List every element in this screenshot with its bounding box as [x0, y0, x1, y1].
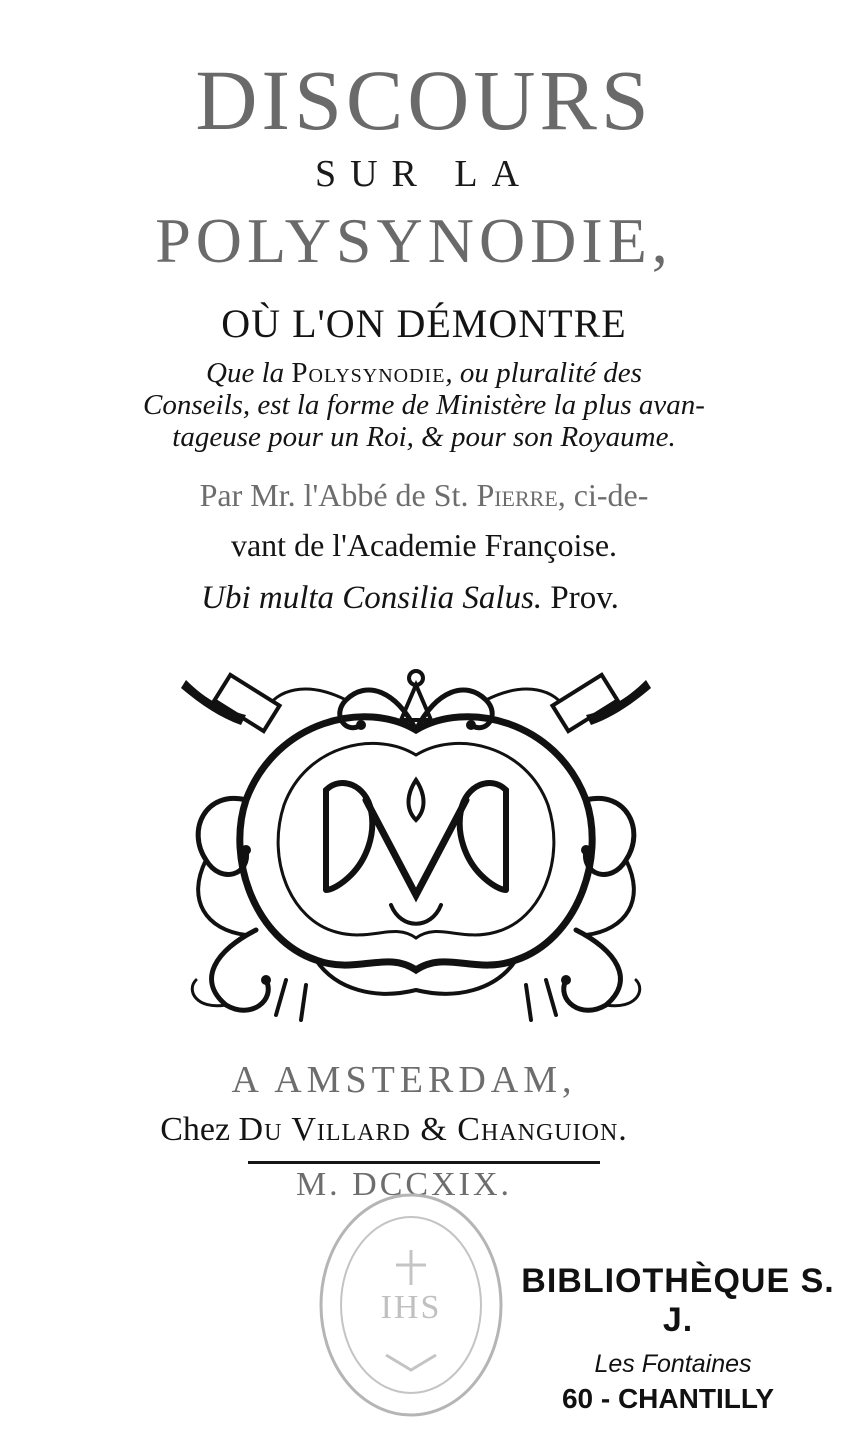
motto-source: Prov. [542, 580, 619, 616]
subtitle-part-3: , ou pluralité des [445, 357, 642, 389]
author-block [0, 470, 856, 570]
motto-text: Ubi multa Consilia Salus. [201, 580, 543, 616]
subtitle-part-1: Que la [206, 357, 292, 389]
imprint-printer [0, 1111, 826, 1149]
library-stamp-place: Les Fontaines [594, 1350, 752, 1378]
printers-device-ornament-icon [166, 660, 666, 1030]
library-stamp-city: 60 - CHANTILLY [561, 1383, 775, 1414]
subtitle-line-3: tageuse pour un Roi, & pour son Royaume. [172, 421, 676, 453]
subtitle-block [0, 357, 856, 453]
author-part-c: , ci-de- [557, 477, 649, 513]
author-line-2: vant de l'Academie Françoise. [230, 527, 618, 563]
title-polysynodie: POLYSYNODIE, [155, 205, 673, 276]
imprint-date: M. DCCXIX. [295, 1166, 513, 1203]
oval-library-stamp-icon [316, 1190, 506, 1420]
library-stamp [508, 1262, 848, 1415]
author-name: Pierre [476, 477, 558, 513]
subtitle-line-1 [0, 357, 856, 389]
title-sur-la: SUR LA [314, 153, 534, 195]
subtitle-polysynodie: Polysynodie [291, 357, 446, 389]
title-demontre: OÙ L'ON DÉMONTRE [221, 301, 627, 346]
imprint-rule [248, 1161, 600, 1164]
imprint-place: A AMSTERDAM, [231, 1059, 577, 1101]
library-stamp-name: BIBLIOTHÈQUE S. J. [521, 1262, 835, 1339]
svg-text:IHS: IHS [380, 1289, 442, 1326]
author-part-a: Par Mr. l'Abbé de St. [199, 477, 477, 513]
title-discours: DISCOURS [195, 52, 653, 148]
printer-prefix: Chez [160, 1111, 239, 1148]
subtitle-line-2: Conseils, est la forme de Ministère la plus avan- [143, 389, 705, 421]
author-line-1 [0, 470, 856, 520]
motto [0, 580, 842, 617]
printer-name: Du Villard & Changuion. [238, 1111, 628, 1148]
